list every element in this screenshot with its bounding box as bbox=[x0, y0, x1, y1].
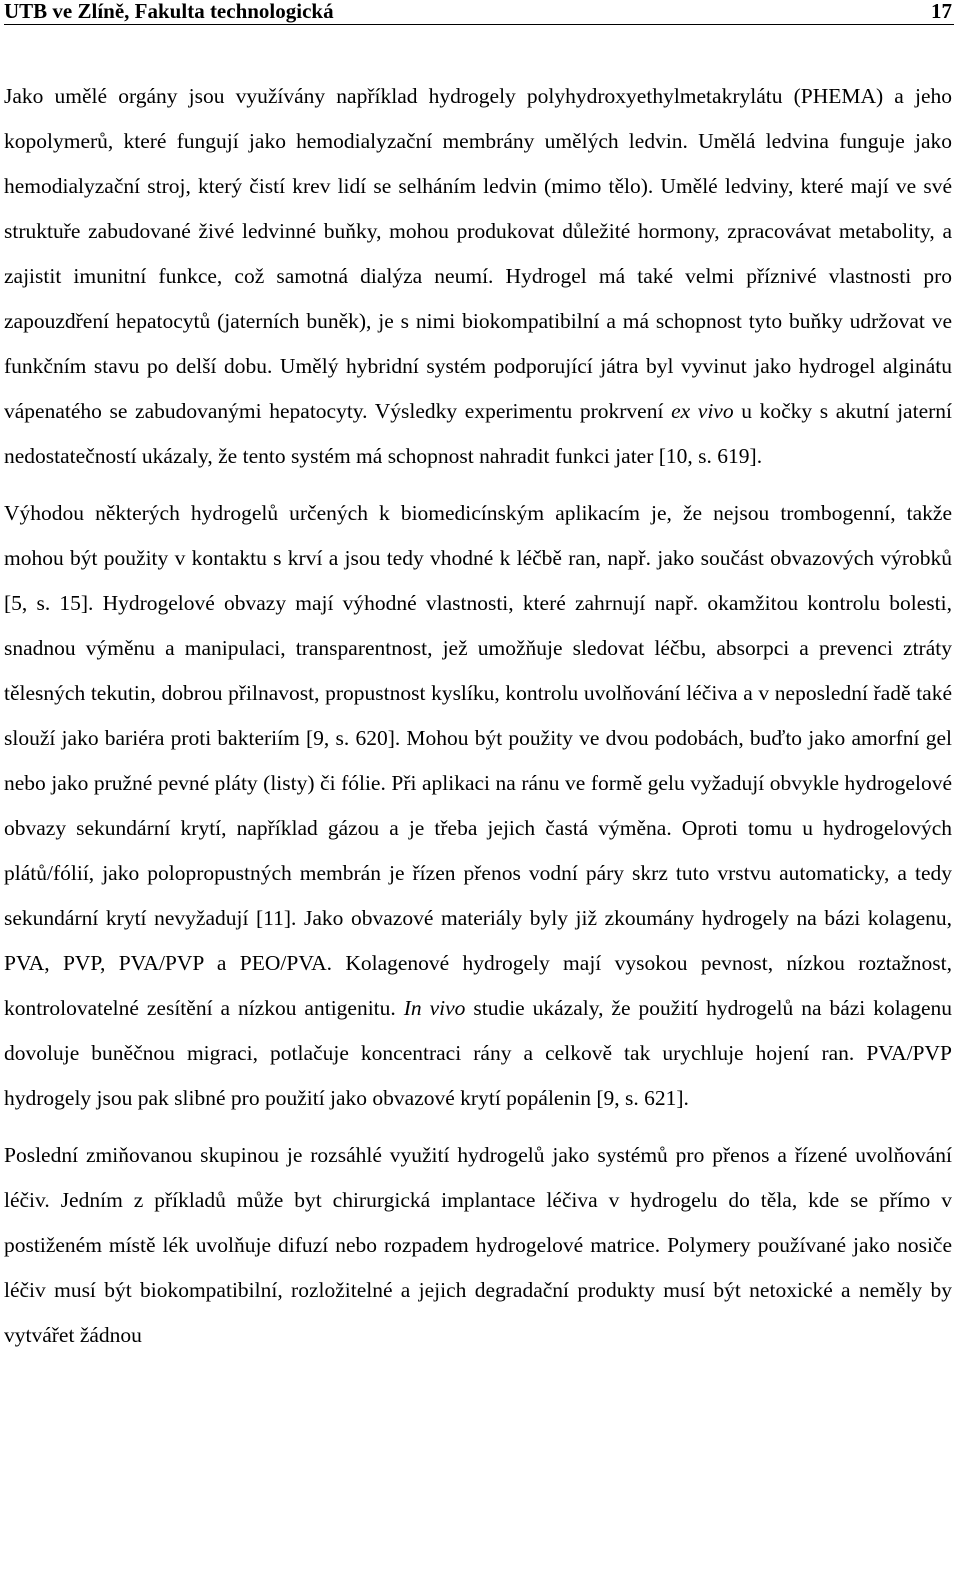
body-text bbox=[4, 74, 952, 1358]
paragraph-text: u kočky s akutní jaterní nedostatečností ukázaly, že tento systém má schopnost nahradit funkci jater [10, s. 619]. bbox=[4, 399, 952, 468]
page-number: 17 bbox=[931, 0, 952, 23]
paragraph-drug-delivery bbox=[4, 1133, 952, 1358]
paragraph-text: Poslední zmiňovanou skupinou je rozsáhlé využití hydrogelů jako systémů pro přenos a řízené uvolňování léčiv. Jedním z příkladů může byt chirurgická implantace léčiva v hydrogelu do těla, kde se přímo v postiženém místě lék uvolňuje difuzí nebo rozpadem hydrogelové matrice. Polymery používané jako nosiče léčiv musí být biokompatibilní, rozložitelné a jejich degradační produkty musí být netoxické a neměly by vytvářet žádnou bbox=[4, 1143, 952, 1347]
paragraph-wound-dressings bbox=[4, 491, 952, 1121]
italic-term: In vivo bbox=[403, 996, 466, 1020]
page-header bbox=[4, 0, 954, 25]
paragraph-text: Jako umělé orgány jsou využívány například hydrogely polyhydroxyethylmetakrylátu (PHEMA) a jeho kopolymerů, které fungují jako hemodialyzační membrány umělých ledvin. Umělá ledvina funguje jako hemodialyzační stroj, který čistí krev lidí se selháním ledvin (mimo tělo). Umělé ledviny, které mají ve své struktuře zabudované živé ledvinné buňky, mohou produkovat důležité hormony, zpracovávat metabolity, a zajistit imunitní funkce, což samotná dialýza neumí. Hydrogel má také velmi příznivé vlastnosti pro zapouzdření hepatocytů (jaterních buněk), je s nimi biokompatibilní a má schopnost tyto buňky udržovat ve funkčním stavu po delší dobu. Umělý hybridní systém podporující játra byl vyvinut jako hydrogel alginátu vápenatého se zabudovanými hepatocyty. Výsledky experimentu prokrvení bbox=[4, 84, 952, 423]
paragraph-text: Výhodou některých hydrogelů určených k biomedicínským aplikacím je, že nejsou trombogenní, takže mohou být použity v kontaktu s krví a jsou tedy vhodné k léčbě ran, např. jako součást obvazových výrobků [5, s. 15]. Hydrogelové obvazy mají výhodné vlastnosti, které zahrnují např. okamžitou kontrolu bolesti, snadnou výměnu a manipulaci, transparentnost, jež umožňuje sledovat léčbu, absorpci a prevenci ztráty tělesných tekutin, dobrou přilnavost, propustnost kyslíku, kontrolu uvolňování léčiva a v neposlední řadě také slouží jako bariéra proti bakteriím [9, s. 620]. Mohou být použity ve dvou podobách, buďto jako amorfní gel nebo jako pružné pevné pláty (listy) či fólie. Při aplikaci na ránu ve formě gelu vyžadují obvykle hydrogelové obvazy sekundární krytí, například gázou a je třeba jejich častá výměna. Oproti tomu u hydrogelových plátů/fólií, jako polopropustných membrán je řízen přenos vodní páry skrz tuto vrstvu automaticky, a tedy sekundární krytí nevyžadují [11]. Jako obvazové materiály byly již zkoumány hydrogely na bázi kolagenu, PVA, PVP, PVA/PVP a PEO/PVA. Kolagenové hydrogely mají vysokou pevnost, nízkou roztažnost, kontrolovatelné zesítění a nízkou antigenitu. bbox=[4, 501, 952, 1020]
paragraph-artificial-organs bbox=[4, 74, 952, 479]
italic-term: ex vivo bbox=[671, 399, 734, 423]
header-title: UTB ve Zlíně, Fakulta technologická bbox=[4, 0, 334, 23]
paragraph-text: studie ukázaly, že použití hydrogelů na bázi kolagenu dovoluje buněčnou migraci, potlačuje koncentraci rány a celkově tak urychluje hojení ran. PVA/PVP hydrogely jsou pak slibné pro použití jako obvazové krytí popálenin [9, s. 621]. bbox=[4, 996, 953, 1110]
